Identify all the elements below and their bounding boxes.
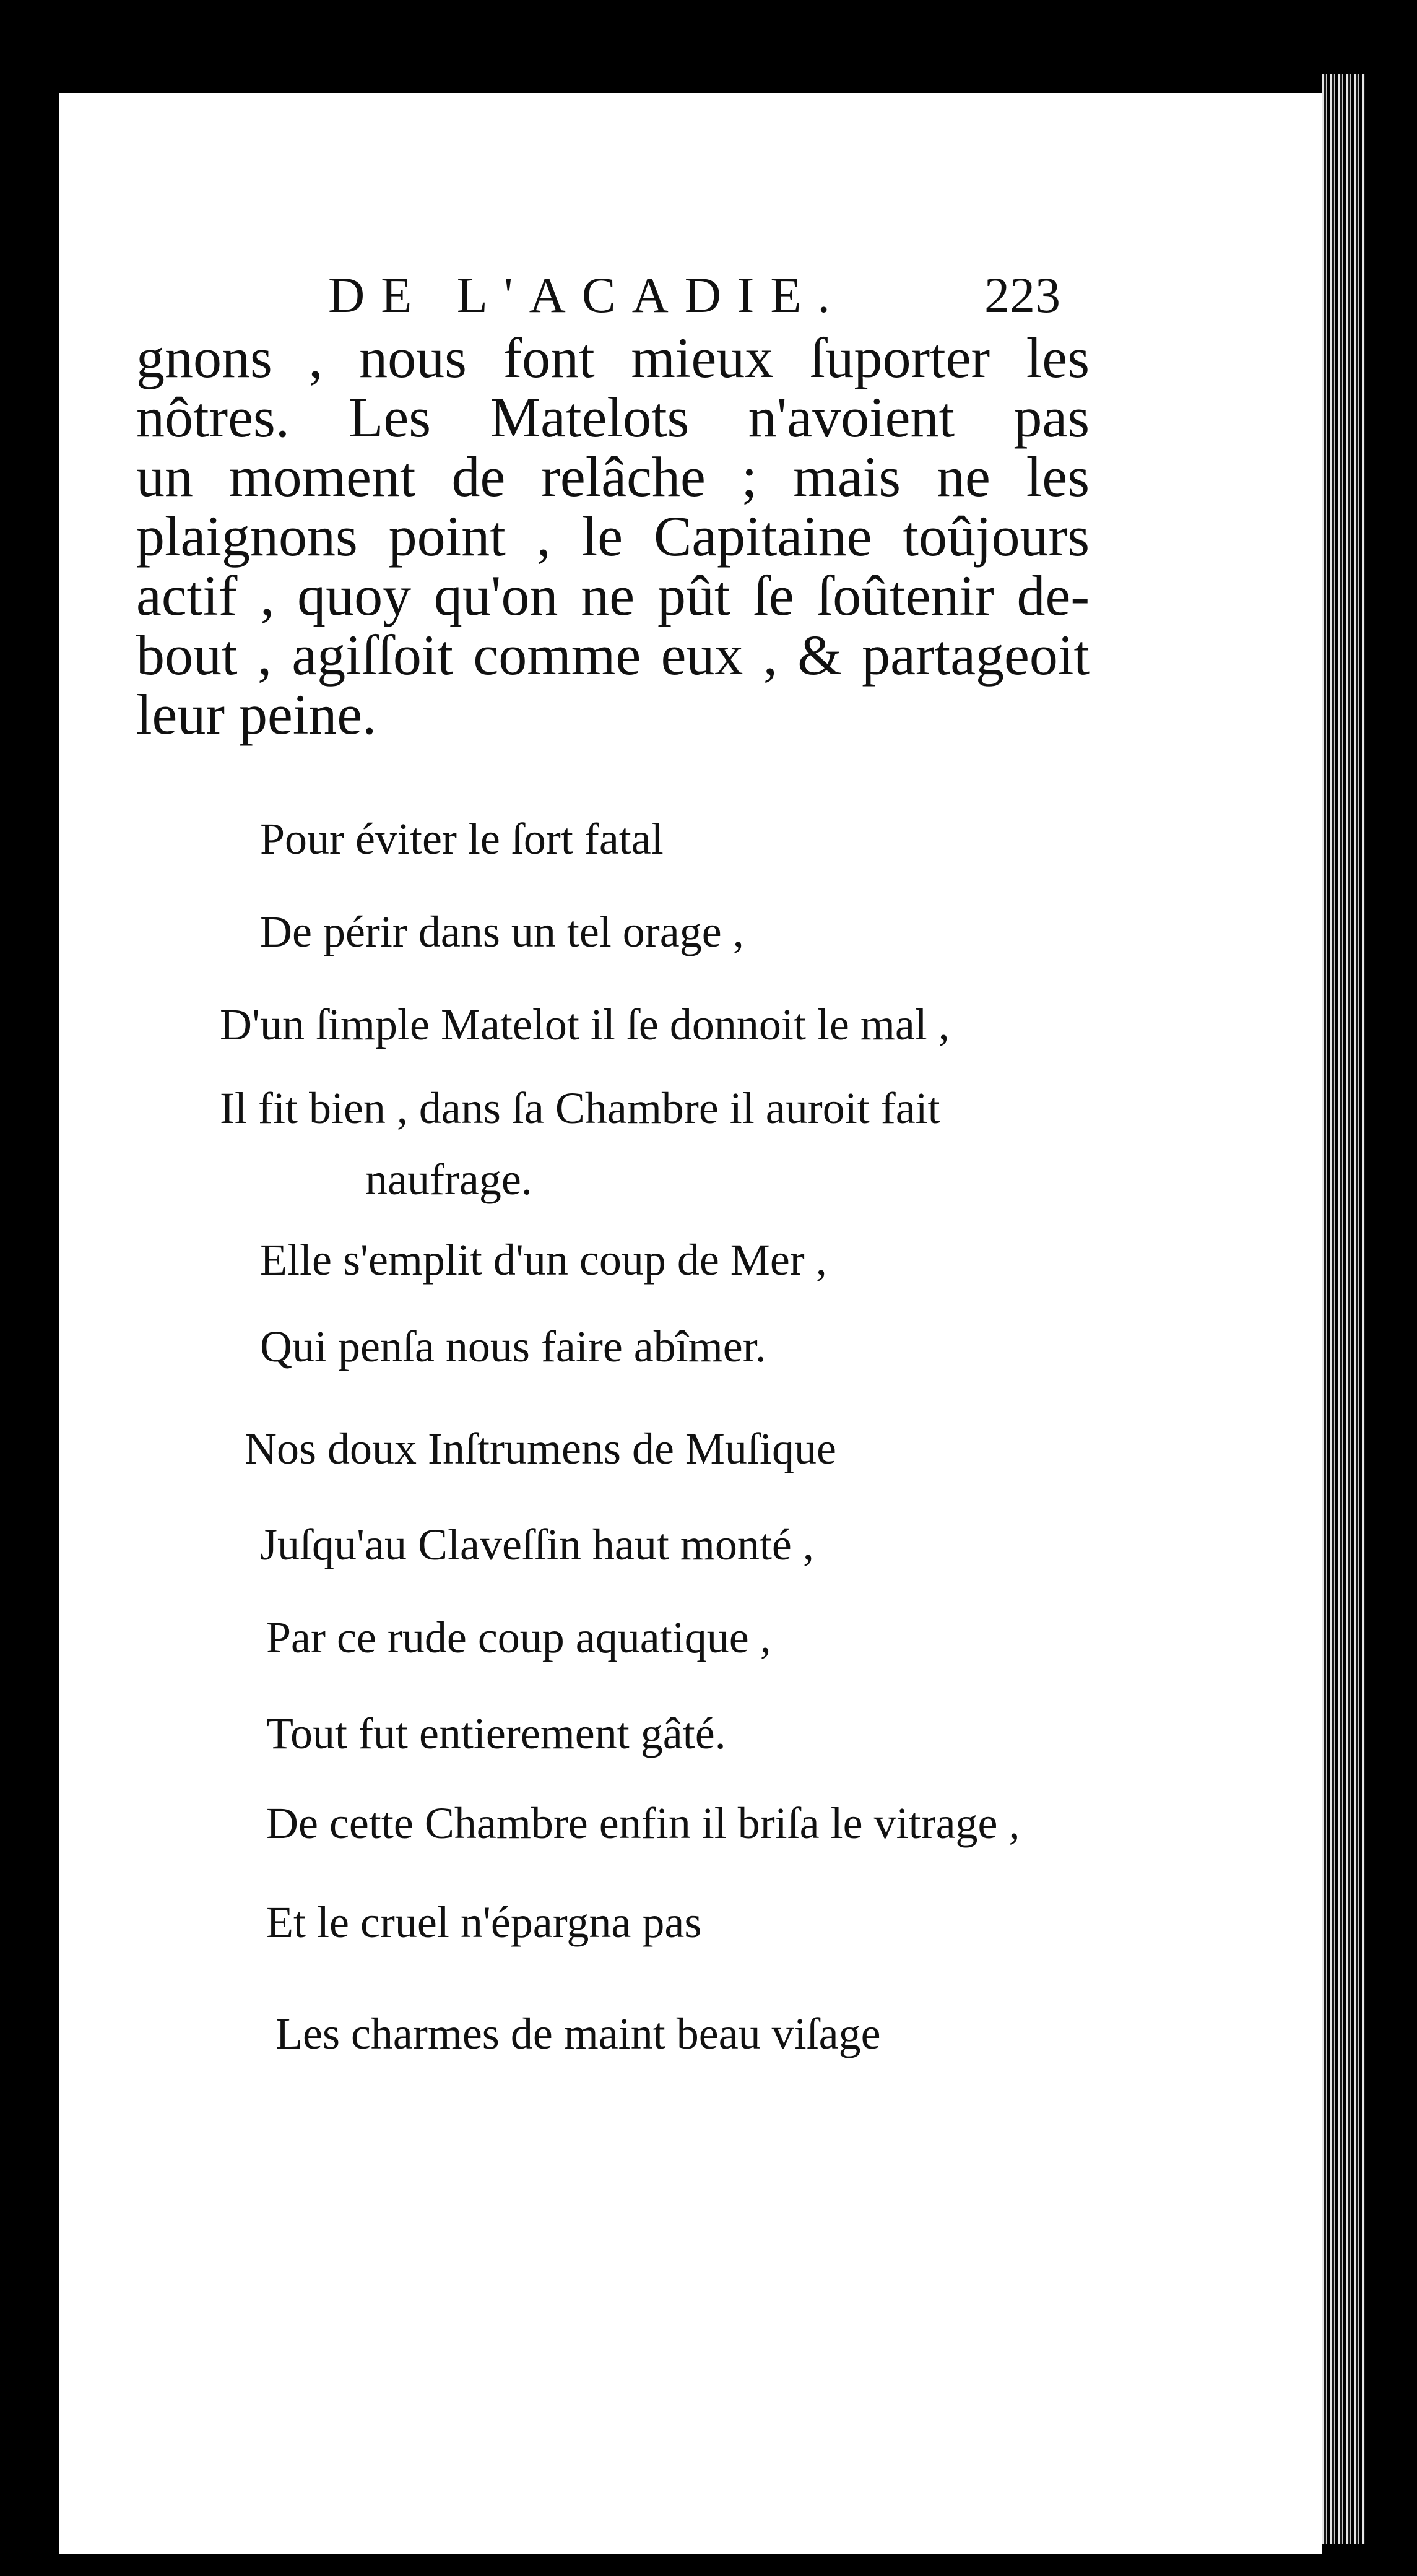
page-edge bbox=[1322, 74, 1365, 2544]
prose-line: bout , agiſſoit comme eux , & partageoit bbox=[136, 623, 1090, 687]
page-number: 223 bbox=[984, 267, 1060, 323]
verse-line: Et le cruel n'épargna pas bbox=[266, 1897, 702, 1947]
prose-line: leur peine. bbox=[136, 683, 377, 746]
verse-line: Par ce rude coup aquatique , bbox=[266, 1613, 771, 1662]
verse-line: Qui penſa nous faire abîmer. bbox=[260, 1322, 766, 1371]
verse-line: Tout fut entierement gâté. bbox=[266, 1709, 726, 1758]
verse-line: Juſqu'au Claveſſin haut monté , bbox=[260, 1520, 814, 1569]
prose-line: gnons , nous font mieux ſuporter les bbox=[136, 326, 1090, 389]
prose-line: un moment de relâche ; mais ne les bbox=[136, 445, 1090, 508]
verse-line: De périr dans un tel orage , bbox=[260, 907, 744, 956]
verse-line: De cette Chambre enfin il briſa le vitrage , bbox=[266, 1798, 1020, 1848]
verse-line: Il fit bien , dans ſa Chambre il auroit fait bbox=[220, 1083, 940, 1133]
prose-line: actif , quoy qu'on ne pût ſe ſoûtenir de- bbox=[136, 564, 1090, 627]
running-head: DE L'ACADIE. bbox=[328, 267, 846, 323]
prose-line: nôtres. Les Matelots n'avoient pas bbox=[136, 386, 1090, 449]
prose-paragraph bbox=[136, 328, 1090, 744]
verse-line: D'un ſimple Matelot il ſe donnoit le mal , bbox=[220, 1000, 950, 1049]
verse-line: Les charmes de maint beau viſage bbox=[275, 2009, 881, 2058]
verse-line: naufrage. bbox=[365, 1155, 532, 1204]
prose-line: plaignons point , le Capitaine toûjours bbox=[136, 505, 1090, 568]
verse-line: Nos doux Inſtrumens de Muſique bbox=[245, 1424, 836, 1473]
verse-line: Pour éviter le ſort fatal bbox=[260, 814, 664, 864]
verse-line: Elle s'emplit d'un coup de Mer , bbox=[260, 1235, 827, 1285]
